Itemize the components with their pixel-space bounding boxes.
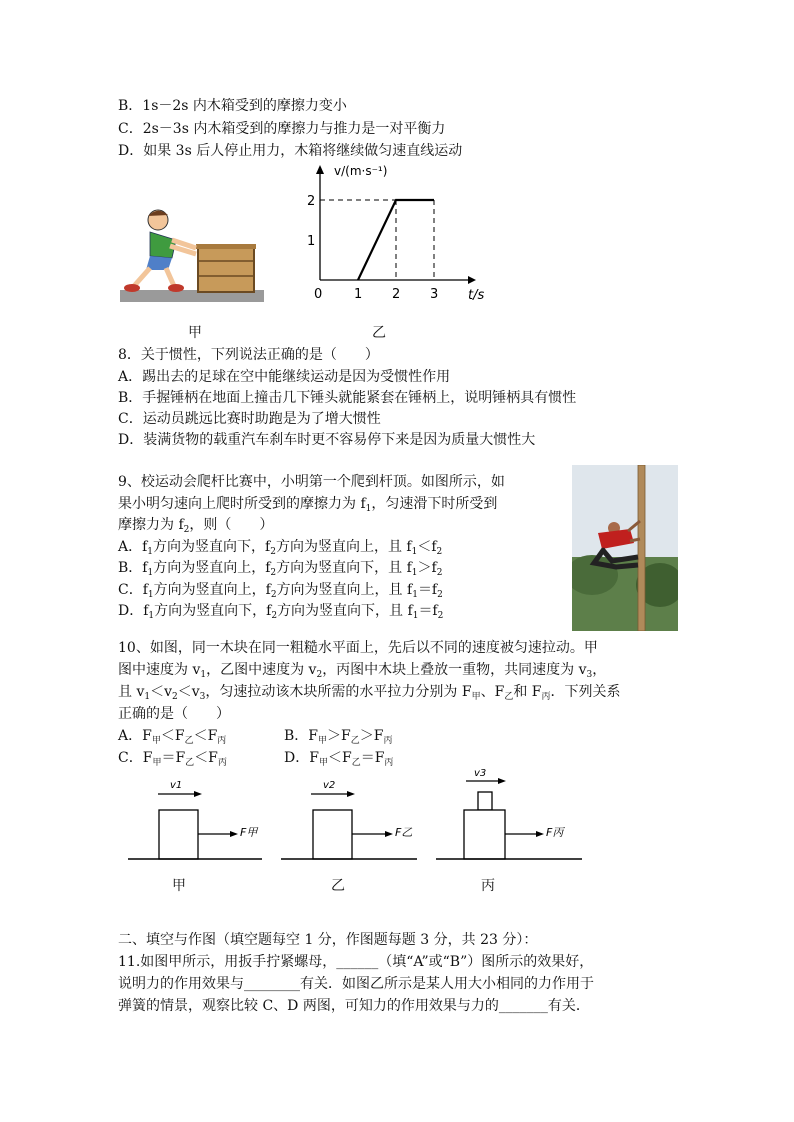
q7-option-b: B．1s－2s 内木箱受到的摩擦力变小	[118, 98, 347, 114]
q9-option-c	[118, 581, 443, 604]
t: ＞f	[417, 560, 437, 576]
y-axis-arrow	[316, 165, 324, 174]
figure-caption-jia: 甲	[172, 878, 186, 894]
q10-option-b	[284, 727, 393, 750]
block	[464, 810, 505, 859]
sub: 2	[316, 670, 323, 680]
t: 方向为竖直向上，f	[153, 582, 271, 598]
sub: 1	[148, 611, 155, 621]
q9-stem-line1: 9、校运动会爬杆比赛中，小明第一个爬到杆顶。如图所示，如	[118, 474, 505, 490]
q11-line2: 说明力的作用效果与________有关．如图乙所示是某人用大小相同的力作用于	[118, 976, 594, 992]
q9-option-b	[118, 559, 442, 582]
force-label: F甲	[240, 826, 258, 839]
pole-climber-photo	[572, 465, 678, 631]
t: 和 F	[513, 684, 542, 700]
q10-stem-line1: 10、如图，同一木块在同一粗糙水平面上，先后以不同的速度被匀速拉动。甲	[118, 640, 598, 656]
sub: 乙	[351, 758, 361, 768]
t: 、F	[480, 684, 505, 700]
velocity-arrowhead	[194, 791, 202, 797]
t: ＜F	[193, 728, 218, 744]
sub: 1	[147, 590, 154, 600]
t: D．F	[284, 750, 319, 766]
t: ＜F	[160, 728, 185, 744]
sub: 2	[437, 611, 444, 621]
t: ，匀速拉动该木块所需的水平拉力分别为 F	[205, 684, 472, 700]
q8-option-d: D．装满货物的载重汽车刹车时更不容易停下来是因为质量大惯性大	[118, 432, 536, 448]
t: ，	[592, 662, 607, 678]
sub: 乙	[350, 736, 360, 746]
t: 方向为竖直向下，且 f	[276, 560, 412, 576]
t: A．f	[118, 539, 148, 555]
q10-stem-line3	[118, 683, 621, 706]
sub: 2	[437, 590, 443, 600]
q9-text: ，则（ ）	[189, 517, 274, 533]
sub: 丙	[217, 736, 227, 746]
sub: 乙	[504, 692, 514, 702]
t: 方向为竖直向上，且 f	[276, 582, 413, 598]
sub: 3	[199, 692, 206, 702]
t: ＜F	[327, 750, 352, 766]
q7-option-c: C．2s－3s 内木箱受到的摩擦力与推力是一对平衡力	[118, 121, 446, 137]
sub: 2	[270, 547, 276, 557]
q8-stem: 8．关于惯性，下列说法正确的是（ ）	[118, 347, 379, 363]
velocity-label: v1	[170, 780, 183, 791]
sub: 丙	[384, 758, 394, 768]
q10-option-a	[118, 727, 226, 750]
sub: 2	[270, 568, 277, 578]
boy-pushing-box-image	[120, 206, 264, 302]
t: ＝F	[360, 750, 385, 766]
x-tick-label: 1	[354, 287, 363, 302]
t: ＜v	[177, 684, 200, 700]
sub: 乙	[184, 736, 194, 746]
sub: 2	[172, 692, 178, 702]
t: ＝F	[161, 750, 186, 766]
sub: 2	[436, 547, 443, 557]
q9-option-a	[118, 538, 442, 561]
force-arrowhead	[385, 831, 393, 837]
q8-option-c: C．运动员跳远比赛时助跑是为了增大惯性	[118, 411, 381, 427]
t: ＝f	[418, 603, 438, 619]
q7-option-d: D．如果 3s 后人停止用力，木箱将继续做匀速直线运动	[118, 143, 463, 159]
x-tick-label: 3	[430, 287, 439, 302]
sub: 1	[365, 504, 372, 514]
t: ＞F	[359, 728, 384, 744]
q9-text: 果小明匀速向上爬时所受到的摩擦力为 f	[118, 496, 366, 512]
t: 方向为竖直向上，且 f	[275, 539, 412, 555]
sub: 2	[271, 611, 278, 621]
t: 方向为竖直向上，f	[153, 560, 271, 576]
sub: 2	[183, 525, 190, 535]
sub: 甲	[471, 692, 481, 702]
sub: 甲	[152, 758, 162, 768]
t: 方向为竖直向下，f	[154, 603, 272, 619]
t: 方向为竖直向下，且 f	[277, 603, 413, 619]
weight-on-block	[478, 792, 492, 810]
q9-option-d	[118, 602, 443, 625]
figure-caption-yi: 乙	[331, 878, 345, 894]
figure-caption-bing: 丙	[481, 878, 495, 894]
q10-stem-line2	[118, 661, 606, 684]
t: ，乙图中速度为 v	[206, 662, 317, 678]
t: ＜f	[417, 539, 437, 555]
t: ＞F	[327, 728, 351, 744]
sub: 乙	[185, 758, 195, 768]
force-arrowhead	[536, 831, 544, 837]
figure-caption-jia: 甲	[188, 325, 202, 341]
sub: 甲	[318, 758, 328, 768]
velocity-arrowhead	[347, 791, 355, 797]
velocity-label: v3	[474, 768, 487, 779]
velocity-time-graph	[300, 160, 500, 305]
block-diagram-jia	[128, 766, 268, 866]
q9-text: 摩擦力为 f	[118, 517, 184, 533]
sub: 1	[147, 547, 154, 557]
block	[159, 810, 198, 859]
q8-option-b: B．手握锤柄在地面上撞击几下锤头就能紧套在锤柄上，说明锤柄具有惯性	[118, 390, 577, 406]
t: A．F	[118, 728, 152, 744]
figure-caption-yi: 乙	[372, 325, 386, 341]
q9-stem-line3	[118, 516, 273, 539]
t: 图中速度为 v	[118, 662, 201, 678]
q11-line3: 弹簧的情景，观察比较 C、D 两图，可知力的作用效果与力的_______有关．	[118, 998, 590, 1014]
sub: 1	[144, 692, 151, 702]
sub: 1	[411, 568, 418, 578]
t: ＝f	[417, 582, 438, 598]
sub: 丙	[541, 692, 551, 702]
velocity-arrowhead	[498, 778, 506, 784]
t: B．f	[118, 560, 148, 576]
t: 且 v	[118, 684, 145, 700]
y-axis-label: v/(m·s⁻¹)	[334, 164, 388, 178]
q11-line1: 11.如图甲所示，用扳手拧紧螺母，______（填“A”或“B”）图所示的效果好，	[118, 954, 594, 970]
y-tick-label: 1	[307, 234, 316, 249]
sub: 1	[411, 547, 418, 557]
sub: 丙	[217, 758, 227, 768]
origin-label: 0	[314, 287, 323, 302]
sub: 2	[436, 568, 443, 578]
sub: 1	[200, 670, 207, 680]
force-label: F丙	[546, 826, 564, 839]
t: ，丙图中木块上叠放一重物，共同速度为 v	[322, 662, 587, 678]
t: C．F	[118, 750, 153, 766]
section-heading: 二、填空与作图（填空题每空 1 分，作图题每题 3 分，共 23 分）：	[118, 932, 538, 948]
sub: 3	[586, 670, 593, 680]
t: C．f	[118, 582, 148, 598]
x-axis-arrow	[468, 276, 476, 284]
sub: 丙	[383, 736, 393, 746]
block-diagram-yi	[281, 766, 421, 866]
sub: 1	[412, 590, 418, 600]
t: 方向为竖直向下，f	[153, 539, 271, 555]
block	[313, 810, 352, 859]
t: ．下列关系	[550, 684, 621, 700]
sub: 甲	[151, 736, 161, 746]
t: ＜F	[194, 750, 218, 766]
sub: 1	[412, 611, 419, 621]
sub: 2	[270, 590, 277, 600]
x-tick-label: 2	[392, 287, 401, 302]
t: D．f	[118, 603, 149, 619]
t: ＜v	[150, 684, 173, 700]
velocity-label: v2	[323, 780, 336, 791]
y-tick-label: 2	[307, 194, 316, 209]
block-diagram-bing	[436, 760, 586, 866]
t: B．F	[284, 728, 319, 744]
force-label: F乙	[395, 826, 413, 839]
force-arrowhead	[230, 831, 238, 837]
sub: 甲	[318, 736, 328, 746]
q9-text: ，匀速滑下时所受到	[371, 496, 498, 512]
sub: 1	[147, 568, 154, 578]
q10-stem-line4: 正确的是（ ）	[118, 706, 230, 722]
q8-option-a: A．踢出去的足球在空中能继续运动是因为受惯性作用	[118, 369, 451, 385]
x-axis-label: t/s	[468, 288, 485, 303]
q9-stem-line2	[118, 495, 497, 518]
